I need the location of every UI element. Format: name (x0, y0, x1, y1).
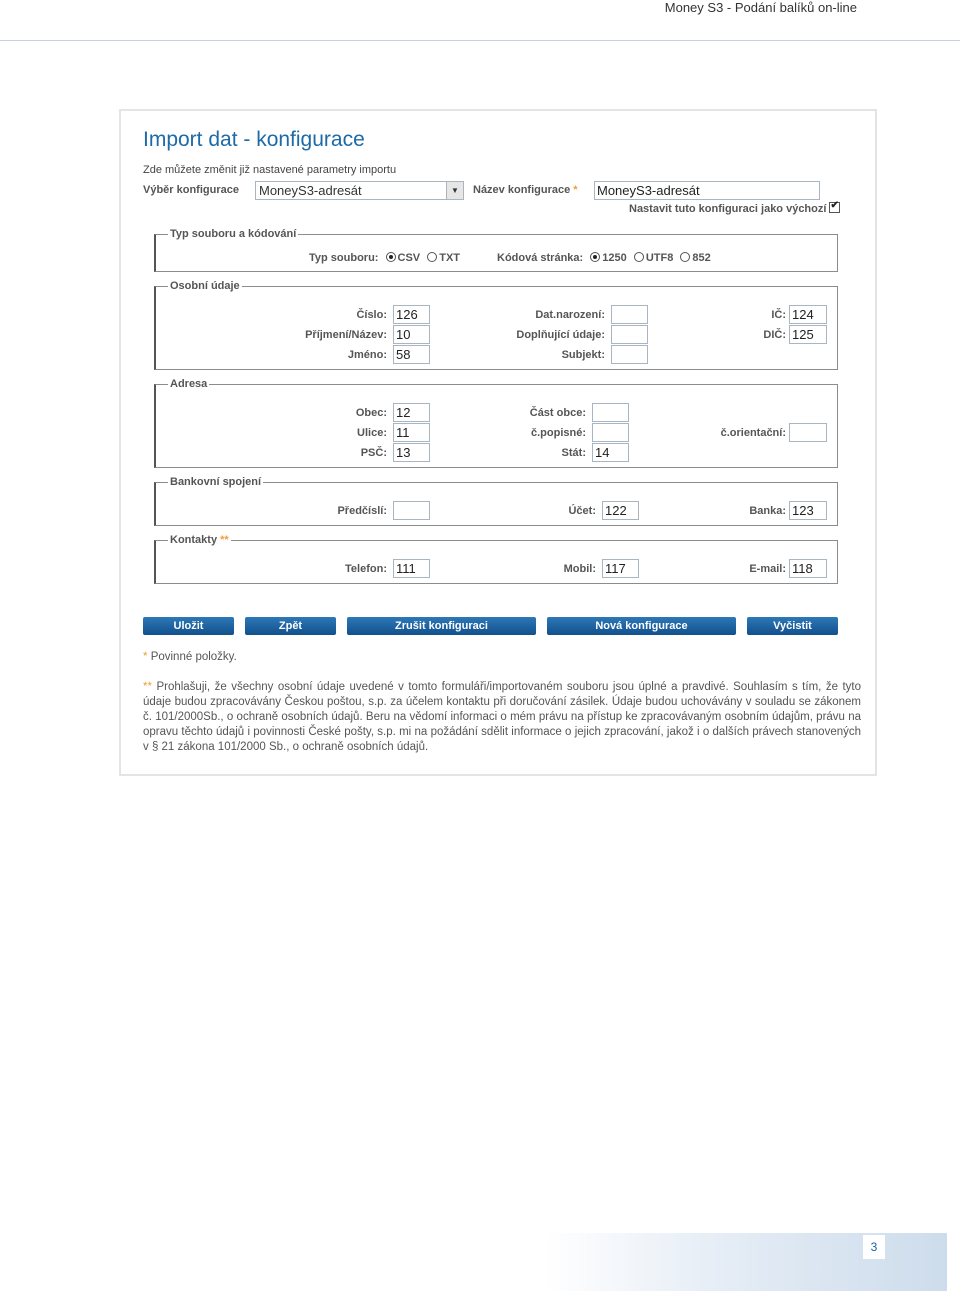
default-config-label: Nastavit tuto konfiguraci jako výchozí✔ (629, 202, 840, 215)
footer-gradient (545, 1233, 947, 1291)
fieldset-address (154, 384, 838, 468)
required-note-text: Povinné položky. (150, 651, 237, 663)
new-config-button[interactable]: Nová konfigurace (547, 617, 736, 635)
radio-1250-label: 1250 (602, 252, 627, 264)
cislo-input[interactable]: 126 (393, 305, 430, 324)
radio-csv-label: CSV (397, 252, 421, 264)
ic-label: IČ: (771, 309, 786, 321)
consent-stars: ** (143, 681, 152, 693)
personal-legend: Osobní údaje (170, 280, 240, 292)
radio-txt-label: TXT (439, 252, 460, 264)
encoding-label: Kódová stránka: (497, 252, 584, 264)
predcisli-label: Předčíslí: (337, 505, 387, 517)
file-type-legend: Typ souboru a kódování (170, 228, 297, 240)
obec-label: Obec: (355, 407, 387, 419)
default-config-checkbox[interactable] (829, 202, 840, 213)
address-legend: Adresa (170, 378, 208, 390)
cast-obce-label: Část obce: (529, 407, 586, 419)
datnar-input[interactable] (611, 305, 648, 324)
ulice-input[interactable]: 11 (393, 423, 430, 442)
contacts-legend: Kontakty ** (170, 534, 229, 546)
radio-1250[interactable] (590, 252, 600, 262)
mobil-label: Mobil: (563, 563, 596, 575)
radio-852-label: 852 (692, 252, 711, 264)
ucet-label: Účet: (568, 505, 596, 517)
import-config-screenshot (119, 109, 877, 776)
document-title: Money S3 - Podání balíků on-line (664, 0, 857, 15)
datnar-label: Dat.narození: (535, 309, 605, 321)
prijmeni-label: Příjmení/Název: (305, 329, 387, 341)
intro-text: Zde můžete změnit již nastavené parametry importu (143, 164, 397, 176)
config-name-input[interactable]: MoneyS3-adresát (594, 181, 820, 200)
banka-label: Banka: (749, 505, 786, 517)
cpopisne-label: č.popisné: (530, 427, 586, 439)
consent-stars: ** (220, 534, 229, 546)
consent-text: Prohlašuji, že všechny osobní údaje uvedené v tomto formuláři/importovaném souboru jsou úplné a pravdivé. Souhlasím s tím, že tyto údaje budou zpracovávány Českou poštou, s.p. za účelem kontaktu při doručování zásilek. Údaje budou uchovávány v souladu se zákonem č. 101/2000Sb., o ochraně osobních údajů. Beru na vědomí informaci o mém právu na přístup ke zpracovávaným osobním údajům, právu na opravu těchto údajů i povinnosti České pošty, s.p. mi na požádání sdělit informace o jejich zpracování, jakož i o dalších právech stanovených v § 21 zákona 101/2000 Sb., o ochraně osobních údajů. (143, 681, 861, 753)
doplnujici-input[interactable] (611, 325, 648, 344)
cast-obce-input[interactable] (592, 403, 629, 422)
subjekt-input[interactable] (611, 345, 648, 364)
config-select-value: MoneyS3-adresát (259, 183, 362, 198)
corientacni-label: č.orientační: (720, 427, 786, 439)
encoding-row (497, 252, 711, 264)
fieldset-contacts (154, 540, 838, 584)
predcisli-input[interactable] (393, 501, 430, 520)
document-header (0, 0, 960, 41)
email-input[interactable]: 118 (789, 559, 827, 578)
doplnujici-label: Doplňující údaje: (516, 329, 605, 341)
radio-txt[interactable] (427, 252, 437, 262)
banka-input[interactable]: 123 (789, 501, 827, 520)
obec-input[interactable]: 12 (393, 403, 430, 422)
ic-input[interactable]: 124 (789, 305, 827, 324)
cancel-config-button[interactable]: Zrušit konfiguraci (347, 617, 536, 635)
back-button[interactable]: Zpět (245, 617, 336, 635)
telefon-label: Telefon: (345, 563, 387, 575)
radio-utf8[interactable] (634, 252, 644, 262)
corientacni-input[interactable] (789, 423, 827, 442)
clear-button[interactable]: Vyčistit (747, 617, 838, 635)
prijmeni-input[interactable]: 10 (393, 325, 430, 344)
dic-label: DIČ: (763, 329, 786, 341)
radio-852[interactable] (680, 252, 690, 262)
bank-legend: Bankovní spojení (170, 476, 262, 488)
required-note (143, 650, 861, 665)
cpopisne-input[interactable] (592, 423, 629, 442)
jmeno-input[interactable]: 58 (393, 345, 430, 364)
stat-input[interactable]: 14 (592, 443, 629, 462)
stat-label: Stát: (561, 447, 586, 459)
required-star: * (143, 651, 148, 663)
config-select-label: Výběr konfigurace (143, 184, 239, 196)
ucet-input[interactable]: 122 (602, 501, 639, 520)
file-type-label: Typ souboru: (309, 252, 379, 264)
config-name-label: Název konfigurace * (473, 184, 578, 196)
psc-label: PSČ: (360, 447, 387, 459)
file-type-row (309, 252, 460, 264)
dic-input[interactable]: 125 (789, 325, 827, 344)
subjekt-label: Subjekt: (561, 349, 605, 361)
psc-input[interactable]: 13 (393, 443, 430, 462)
radio-csv[interactable] (386, 252, 396, 262)
cislo-label: Číslo: (356, 309, 387, 321)
email-label: E-mail: (749, 563, 786, 575)
save-button[interactable]: Uložit (143, 617, 234, 635)
page-title: Import dat - konfigurace (143, 128, 365, 151)
radio-utf8-label: UTF8 (645, 252, 674, 264)
telefon-input[interactable]: 111 (393, 559, 430, 578)
ulice-label: Ulice: (357, 427, 387, 439)
jmeno-label: Jméno: (347, 349, 387, 361)
required-star: * (573, 184, 578, 196)
consent-note (143, 680, 861, 755)
mobil-input[interactable]: 117 (602, 559, 639, 578)
fieldset-bank (154, 482, 838, 526)
fieldset-personal (154, 286, 838, 370)
page-number: 3 (863, 1235, 885, 1259)
chevron-down-icon[interactable]: ▼ (446, 182, 463, 199)
config-select[interactable] (255, 181, 464, 200)
